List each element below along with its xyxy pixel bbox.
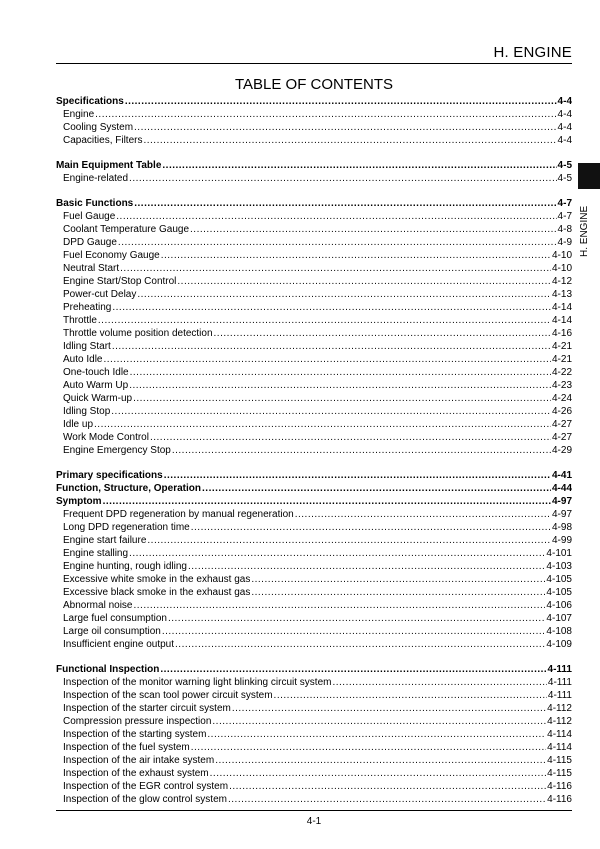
dot-leader: [137, 288, 551, 301]
toc-section-entry-page-number: 4-97: [551, 496, 572, 507]
toc-entry[interactable]: [56, 702, 572, 715]
section-spacer: [56, 651, 572, 663]
toc-entry-label: Long DPD regeneration time: [63, 522, 190, 533]
dot-leader: [112, 340, 551, 353]
toc-entry-page-number: 4-4: [557, 109, 572, 120]
dot-leader: [332, 676, 546, 689]
toc-entry[interactable]: [56, 353, 572, 366]
toc-entry[interactable]: [56, 521, 572, 534]
toc-entry-page-number: 4-116: [547, 794, 572, 805]
dot-leader: [133, 392, 551, 405]
toc-entry-page-number: 4-112: [547, 703, 572, 714]
toc-entry-page-number: 4-10: [551, 250, 572, 261]
toc-entry-page-number: 4-5: [557, 173, 572, 184]
toc-entry-label: Power-cut Delay: [63, 289, 137, 300]
toc-entry-label: DPD Gauge: [63, 237, 117, 248]
toc-entry-page-number: 4-4: [557, 122, 572, 133]
toc-entry[interactable]: [56, 275, 572, 288]
toc-entry-page-number: 4-115: [547, 768, 572, 779]
dot-leader: [212, 715, 546, 728]
toc-entry-page-number: 4-99: [551, 535, 572, 546]
dot-leader: [229, 780, 546, 793]
toc-section-entry[interactable]: [56, 663, 572, 676]
dot-leader: [129, 172, 557, 185]
dot-leader: [190, 223, 557, 236]
toc-entry-page-number: 4-114: [547, 742, 572, 753]
toc-entry-label: Engine hunting, rough idling: [63, 561, 187, 572]
toc-section-entry[interactable]: [56, 197, 572, 210]
toc-section-entry-page-number: 4-4: [557, 96, 572, 107]
dot-leader: [215, 754, 546, 767]
toc-entry-page-number: 4-10: [551, 263, 572, 274]
toc-entry[interactable]: [56, 262, 572, 275]
toc-entry-label: Auto Warm Up: [63, 380, 129, 391]
toc-entry-label: Frequent DPD regeneration by manual regeneration: [63, 509, 294, 520]
section-spacer: [56, 185, 572, 197]
dot-leader: [191, 521, 551, 534]
dot-leader: [111, 405, 551, 418]
dot-leader: [133, 599, 545, 612]
toc-entry-page-number: 4-23: [551, 380, 572, 391]
dot-leader: [103, 495, 551, 508]
toc-entry[interactable]: [56, 249, 572, 262]
dot-leader: [120, 262, 551, 275]
toc-section-entry-label: Basic Functions: [56, 198, 134, 209]
toc-section-entry-label: Main Equipment Table: [56, 160, 162, 171]
toc-entry-page-number: 4-26: [551, 406, 572, 417]
dot-leader: [103, 353, 551, 366]
toc-entry-page-number: 4-107: [546, 613, 572, 624]
toc-section-entry-page-number: 4-41: [551, 470, 572, 481]
page-number: 4-1: [306, 816, 322, 827]
dot-leader: [251, 586, 545, 599]
toc-entry[interactable]: [56, 767, 572, 780]
toc-entry-page-number: 4-112: [547, 716, 572, 727]
toc-entry[interactable]: [56, 676, 572, 689]
dot-leader: [161, 249, 551, 262]
dot-leader: [143, 134, 556, 147]
toc-entry-label: Work Mode Control: [63, 432, 149, 443]
toc-section-entry-page-number: 4-44: [551, 483, 572, 494]
toc-entry-label: Coolant Temperature Gauge: [63, 224, 190, 235]
toc-section-entry-label: Functional Inspection: [56, 664, 160, 675]
toc-entry-page-number: 4-109: [546, 639, 572, 650]
table-of-contents: [56, 95, 572, 806]
toc-entry-page-number: 4-115: [547, 755, 572, 766]
dot-leader: [191, 741, 546, 754]
toc-entry[interactable]: [56, 327, 572, 340]
toc-entry-page-number: 4-114: [547, 729, 572, 740]
toc-entry-label: Large fuel consumption: [63, 613, 167, 624]
toc-entry[interactable]: [56, 793, 572, 806]
toc-entry[interactable]: [56, 172, 572, 185]
toc-entry[interactable]: [56, 366, 572, 379]
toc-section-entry[interactable]: [56, 495, 572, 508]
toc-entry-label: Inspection of the starter circuit system: [63, 703, 231, 714]
toc-entry[interactable]: [56, 625, 572, 638]
toc-entry-label: Preheating: [63, 302, 112, 313]
toc-entry-label: Inspection of the glow control system: [63, 794, 227, 805]
toc-entry-page-number: 4-111: [547, 677, 572, 688]
dot-leader: [172, 444, 551, 457]
dot-leader: [150, 431, 551, 444]
toc-entry-label: Insufficient engine output: [63, 639, 175, 650]
footer-divider: [56, 810, 572, 811]
toc-entry[interactable]: [56, 586, 572, 599]
dot-leader: [295, 508, 551, 521]
header-divider: [56, 63, 572, 64]
toc-section-entry[interactable]: [56, 159, 572, 172]
toc-entry[interactable]: [56, 715, 572, 728]
toc-entry-page-number: 4-24: [551, 393, 572, 404]
toc-entry[interactable]: [56, 599, 572, 612]
toc-entry[interactable]: [56, 689, 572, 702]
toc-entry[interactable]: [56, 547, 572, 560]
dot-leader: [94, 418, 551, 431]
toc-entry-label: Capacities, Filters: [63, 135, 143, 146]
toc-entry-label: Throttle: [63, 315, 97, 326]
toc-entry[interactable]: [56, 108, 572, 121]
toc-entry[interactable]: [56, 573, 572, 586]
toc-entry-label: Inspection of the exhaust system: [63, 768, 209, 779]
toc-entry-page-number: 4-103: [546, 561, 572, 572]
toc-entry-label: Inspection of the air intake system: [63, 755, 215, 766]
dot-leader: [251, 573, 545, 586]
toc-section-entry[interactable]: [56, 482, 572, 495]
dot-leader: [175, 638, 545, 651]
dot-leader: [188, 560, 545, 573]
toc-entry-page-number: 4-14: [551, 302, 572, 313]
toc-entry-label: Quick Warm-up: [63, 393, 133, 404]
toc-entry-page-number: 4-97: [551, 509, 572, 520]
toc-entry[interactable]: [56, 340, 572, 353]
toc-entry-label: Fuel Gauge: [63, 211, 116, 222]
toc-entry-label: Idle up: [63, 419, 94, 430]
toc-entry[interactable]: [56, 121, 572, 134]
toc-entry[interactable]: [56, 431, 572, 444]
toc-entry-page-number: 4-111: [547, 690, 572, 701]
dot-leader: [95, 108, 556, 121]
toc-section-entry-page-number: 4-7: [557, 198, 572, 209]
dot-leader: [228, 793, 546, 806]
toc-entry-page-number: 4-105: [546, 574, 572, 585]
toc-entry-page-number: 4-21: [551, 354, 572, 365]
toc-entry[interactable]: [56, 134, 572, 147]
side-tab-label: H. ENGINE: [579, 205, 590, 257]
toc-entry-label: Neutral Start: [63, 263, 120, 274]
section-header-title: H. ENGINE: [493, 44, 572, 61]
dot-leader: [202, 482, 551, 495]
dot-leader: [232, 702, 546, 715]
dot-leader: [147, 534, 551, 547]
dot-leader: [116, 210, 556, 223]
toc-entry[interactable]: [56, 314, 572, 327]
toc-entry-label: Engine start failure: [63, 535, 147, 546]
toc-entry-page-number: 4-9: [557, 237, 572, 248]
toc-entry-page-number: 4-29: [551, 445, 572, 456]
toc-entry-label: Idling Stop: [63, 406, 111, 417]
toc-section-entry-label: Specifications: [56, 96, 124, 107]
toc-section-entry-label: Symptom: [56, 496, 102, 507]
dot-leader: [160, 663, 546, 676]
dot-leader: [129, 547, 545, 560]
toc-entry[interactable]: [56, 534, 572, 547]
section-spacer: [56, 147, 572, 159]
toc-section-entry[interactable]: [56, 95, 572, 108]
toc-entry-label: Engine Start/Stop Control: [63, 276, 177, 287]
toc-entry-label: Excessive white smoke in the exhaust gas: [63, 574, 251, 585]
toc-entry[interactable]: [56, 728, 572, 741]
toc-entry-page-number: 4-13: [551, 289, 572, 300]
toc-entry-page-number: 4-27: [551, 419, 572, 430]
toc-entry-label: Fuel Economy Gauge: [63, 250, 160, 261]
toc-entry-label: Excessive black smoke in the exhaust gas: [63, 587, 251, 598]
toc-entry-page-number: 4-101: [546, 548, 572, 559]
toc-section-entry-label: Function, Structure, Operation: [56, 483, 202, 494]
toc-section-entry[interactable]: [56, 469, 572, 482]
toc-entry-page-number: 4-8: [557, 224, 572, 235]
toc-entry-label: Engine: [63, 109, 95, 120]
toc-entry[interactable]: [56, 288, 572, 301]
toc-entry-page-number: 4-14: [551, 315, 572, 326]
dot-leader: [98, 314, 551, 327]
toc-entry-page-number: 4-106: [546, 600, 572, 611]
toc-entry-page-number: 4-105: [546, 587, 572, 598]
page-title: TABLE OF CONTENTS: [234, 76, 394, 93]
dot-leader: [112, 301, 551, 314]
toc-entry-label: Engine-related: [63, 173, 129, 184]
toc-entry[interactable]: [56, 638, 572, 651]
dot-leader: [177, 275, 551, 288]
toc-entry-page-number: 4-21: [551, 341, 572, 352]
toc-entry-label: Inspection of the scan tool power circuit system: [63, 690, 273, 701]
toc-entry-label: Throttle volume position detection: [63, 328, 213, 339]
section-spacer: [56, 457, 572, 469]
toc-entry-page-number: 4-12: [551, 276, 572, 287]
dot-leader: [168, 612, 545, 625]
toc-entry-label: Large oil consumption: [63, 626, 161, 637]
dot-leader: [118, 236, 557, 249]
toc-entry-label: Inspection of the starting system: [63, 729, 207, 740]
dot-leader: [162, 625, 546, 638]
dot-leader: [134, 197, 556, 210]
toc-entry[interactable]: [56, 612, 572, 625]
dot-leader: [134, 121, 557, 134]
toc-section-entry-page-number: 4-5: [557, 160, 572, 171]
toc-entry[interactable]: [56, 508, 572, 521]
toc-entry-label: Auto Idle: [63, 354, 103, 365]
toc-entry-page-number: 4-4: [557, 135, 572, 146]
dot-leader: [207, 728, 546, 741]
toc-entry-page-number: 4-116: [547, 781, 572, 792]
toc-entry[interactable]: [56, 444, 572, 457]
dot-leader: [125, 95, 557, 108]
dot-leader: [129, 379, 551, 392]
toc-entry-page-number: 4-27: [551, 432, 572, 443]
toc-entry-page-number: 4-108: [546, 626, 572, 637]
toc-entry[interactable]: [56, 405, 572, 418]
toc-entry-label: One-touch Idle: [63, 367, 129, 378]
toc-section-entry-label: Primary specifications: [56, 470, 163, 481]
toc-entry[interactable]: [56, 560, 572, 573]
toc-entry[interactable]: [56, 392, 572, 405]
toc-entry[interactable]: [56, 301, 572, 314]
toc-entry-page-number: 4-16: [551, 328, 572, 339]
dot-leader: [274, 689, 547, 702]
toc-entry-label: Cooling System: [63, 122, 134, 133]
dot-leader: [214, 327, 551, 340]
toc-entry-label: Engine Emergency Stop: [63, 445, 171, 456]
toc-entry[interactable]: [56, 741, 572, 754]
toc-entry[interactable]: [56, 236, 572, 249]
dot-leader: [162, 159, 556, 172]
dot-leader: [164, 469, 551, 482]
toc-entry-label: Compression pressure inspection: [63, 716, 212, 727]
toc-entry[interactable]: [56, 223, 572, 236]
toc-entry-page-number: 4-22: [551, 367, 572, 378]
toc-entry-label: Engine stalling: [63, 548, 129, 559]
toc-entry[interactable]: [56, 210, 572, 223]
toc-entry[interactable]: [56, 379, 572, 392]
toc-entry-page-number: 4-7: [557, 211, 572, 222]
toc-entry[interactable]: [56, 780, 572, 793]
side-tab-marker: [578, 163, 600, 189]
toc-entry-page-number: 4-98: [551, 522, 572, 533]
toc-entry-label: Idling Start: [63, 341, 111, 352]
dot-leader: [130, 366, 551, 379]
toc-entry[interactable]: [56, 754, 572, 767]
toc-entry-label: Inspection of the monitor warning light blinking circuit system: [63, 677, 332, 688]
toc-section-entry-page-number: 4-111: [547, 664, 572, 675]
dot-leader: [210, 767, 547, 780]
toc-entry-label: Abnormal noise: [63, 600, 133, 611]
toc-entry-label: Inspection of the fuel system: [63, 742, 190, 753]
toc-entry-label: Inspection of the EGR control system: [63, 781, 229, 792]
toc-entry[interactable]: [56, 418, 572, 431]
